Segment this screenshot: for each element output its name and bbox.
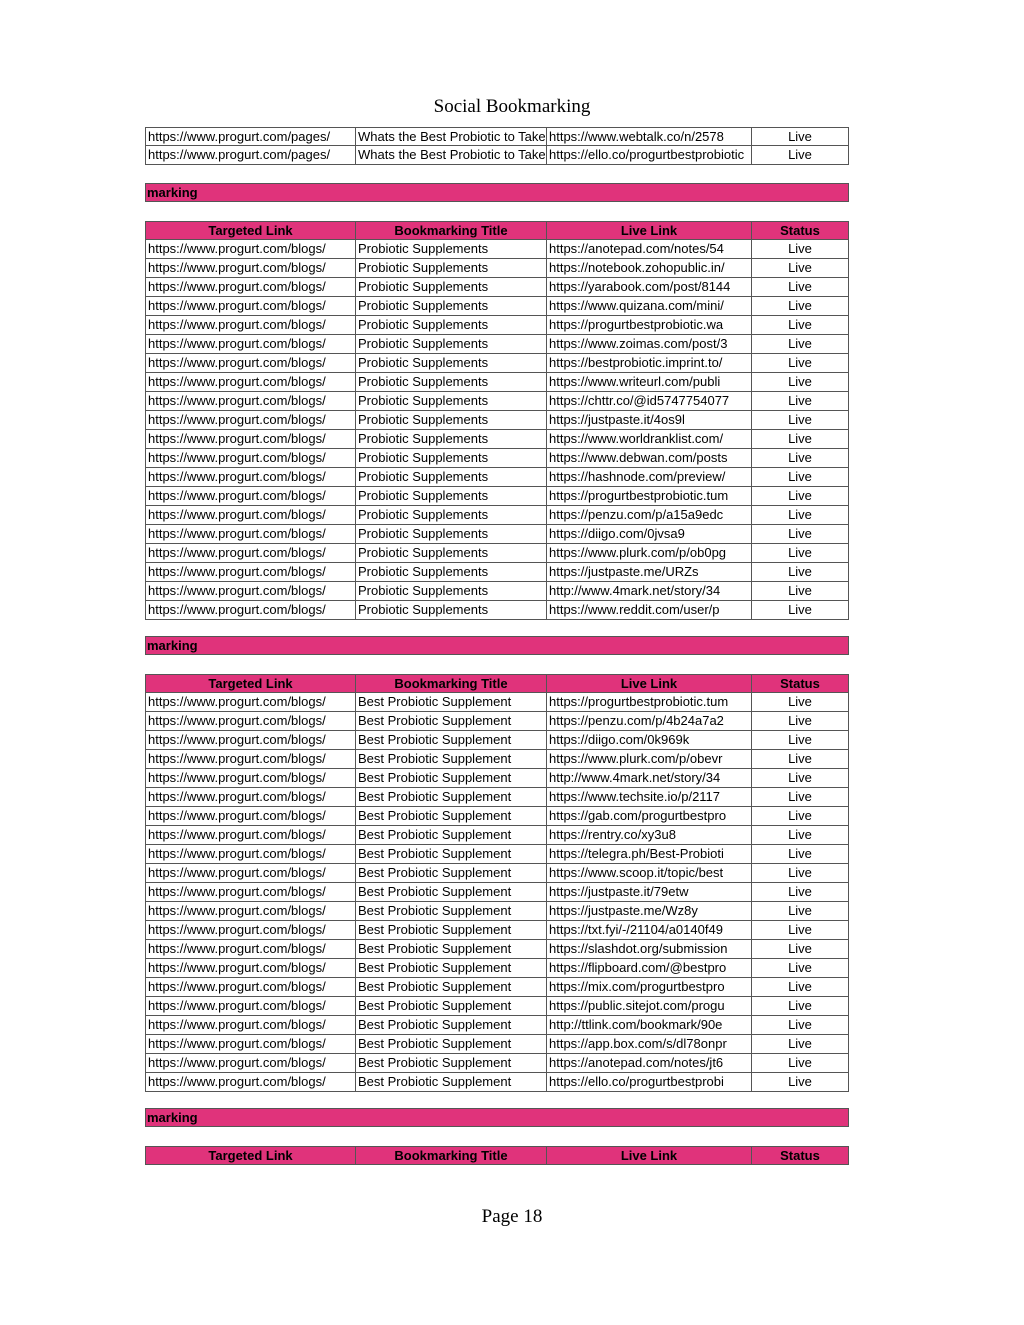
cell-live-link: https://www.scoop.it/topic/best	[547, 864, 752, 883]
cell-status: Live	[752, 544, 849, 563]
table-row	[145, 1073, 849, 1092]
cell-bookmarking-title: Best Probiotic Supplement	[356, 845, 547, 864]
cell-targeted-link: https://www.progurt.com/blogs/	[145, 807, 356, 826]
cell-status: Live	[752, 1035, 849, 1054]
table-row	[145, 544, 849, 563]
table-row	[145, 769, 849, 788]
cell-targeted-link: https://www.progurt.com/blogs/	[145, 693, 356, 712]
table-header-row	[145, 221, 849, 240]
cell-bookmarking-title: Probiotic Supplements	[356, 354, 547, 373]
cell-bookmarking-title: Probiotic Supplements	[356, 544, 547, 563]
cell-targeted-link: https://www.progurt.com/blogs/	[145, 373, 356, 392]
cell-live-link: https://rentry.co/xy3u8	[547, 826, 752, 845]
column-header-status: Status	[752, 221, 849, 240]
table-row	[145, 902, 849, 921]
table-row	[145, 430, 849, 449]
column-header-live-link: Live Link	[547, 1146, 752, 1165]
table-row	[145, 373, 849, 392]
cell-bookmarking-title: Best Probiotic Supplement	[356, 750, 547, 769]
cell-targeted-link: https://www.progurt.com/blogs/	[145, 978, 356, 997]
cell-live-link: https://www.reddit.com/user/p	[547, 601, 752, 620]
cell-status: Live	[752, 940, 849, 959]
cell-status: Live	[752, 525, 849, 544]
cell-targeted-link: https://www.progurt.com/blogs/	[145, 921, 356, 940]
cell-bookmarking-title: Best Probiotic Supplement	[356, 712, 547, 731]
cell-status: Live	[752, 487, 849, 506]
cell-live-link: https://progurtbestprobiotic.tum	[547, 487, 752, 506]
column-header-targeted-link: Targeted Link	[145, 1146, 356, 1165]
cell-live-link: https://progurtbestprobiotic.tum	[547, 693, 752, 712]
cell-targeted-link: https://www.progurt.com/blogs/	[145, 487, 356, 506]
cell-targeted-link: https://www.progurt.com/blogs/	[145, 316, 356, 335]
cell-bookmarking-title: Probiotic Supplements	[356, 411, 547, 430]
cell-live-link: https://penzu.com/p/4b24a7a2	[547, 712, 752, 731]
cell-targeted-link: https://www.progurt.com/blogs/	[145, 525, 356, 544]
cell-live-link: https://www.plurk.com/p/obevr	[547, 750, 752, 769]
cell-live-link: http://ttlink.com/bookmark/90e	[547, 1016, 752, 1035]
table-row	[145, 278, 849, 297]
cell-targeted-link: https://www.progurt.com/blogs/	[145, 1054, 356, 1073]
table-row	[145, 354, 849, 373]
cell-bookmarking-title: Probiotic Supplements	[356, 449, 547, 468]
table-row	[145, 259, 849, 278]
cell-targeted-link: https://www.progurt.com/blogs/	[145, 506, 356, 525]
cell-status: Live	[752, 240, 849, 259]
cell-bookmarking-title: Probiotic Supplements	[356, 259, 547, 278]
cell-bookmarking-title: Best Probiotic Supplement	[356, 1073, 547, 1092]
cell-live-link: https://telegra.ph/Best-Probioti	[547, 845, 752, 864]
cell-live-link: https://slashdot.org/submission	[547, 940, 752, 959]
cell-live-link: https://diigo.com/0jvsa9	[547, 525, 752, 544]
cell-bookmarking-title: Probiotic Supplements	[356, 373, 547, 392]
cell-status: Live	[752, 997, 849, 1016]
table-row	[145, 940, 849, 959]
cell-bookmarking-title: Probiotic Supplements	[356, 316, 547, 335]
cell-status: Live	[752, 1054, 849, 1073]
cell-live-link: https://notebook.zohopublic.in/	[547, 259, 752, 278]
table-row	[145, 978, 849, 997]
table-row	[145, 693, 849, 712]
cell-live-link: https://progurtbestprobiotic.wa	[547, 316, 752, 335]
cell-live-link: https://gab.com/progurtbestpro	[547, 807, 752, 826]
table-row	[145, 1054, 849, 1073]
cell-targeted-link: https://www.progurt.com/blogs/	[145, 582, 356, 601]
cell-targeted-link: https://www.progurt.com/blogs/	[145, 826, 356, 845]
cell-targeted-link: https://www.progurt.com/blogs/	[145, 1016, 356, 1035]
cell-live-link: https://mix.com/progurtbestpro	[547, 978, 752, 997]
cell-status: Live	[752, 411, 849, 430]
cell-targeted-link: https://www.progurt.com/blogs/	[145, 449, 356, 468]
table-row	[145, 959, 849, 978]
cell-status: Live	[752, 750, 849, 769]
cell-bookmarking-title: Probiotic Supplements	[356, 601, 547, 620]
table-header-row	[145, 674, 849, 693]
cell-status: Live	[752, 430, 849, 449]
cell-live-link: https://justpaste.me/URZs	[547, 563, 752, 582]
cell-status: Live	[752, 883, 849, 902]
cell-targeted-link: https://www.progurt.com/blogs/	[145, 1073, 356, 1092]
cell-targeted-link: https://www.progurt.com/blogs/	[145, 883, 356, 902]
cell-status: Live	[752, 1016, 849, 1035]
table-row	[145, 750, 849, 769]
cell-targeted-link: https://www.progurt.com/blogs/	[145, 430, 356, 449]
cell-bookmarking-title: Best Probiotic Supplement	[356, 807, 547, 826]
cell-bookmarking-title: Probiotic Supplements	[356, 563, 547, 582]
table-row	[145, 468, 849, 487]
cell-bookmarking-title: Best Probiotic Supplement	[356, 864, 547, 883]
cell-bookmarking-title: Best Probiotic Supplement	[356, 1016, 547, 1035]
cell-live-link: https://app.box.com/s/dl78onpr	[547, 1035, 752, 1054]
cell-status: Live	[752, 582, 849, 601]
cell-bookmarking-title: Probiotic Supplements	[356, 506, 547, 525]
table-row	[145, 845, 849, 864]
table-row	[145, 731, 849, 750]
cell-bookmarking-title: Probiotic Supplements	[356, 278, 547, 297]
cell-targeted-link: https://www.progurt.com/blogs/	[145, 601, 356, 620]
cell-live-link: https://hashnode.com/preview/	[547, 468, 752, 487]
cell-targeted-link: https://www.progurt.com/blogs/	[145, 769, 356, 788]
cell-bookmarking-title: Best Probiotic Supplement	[356, 1035, 547, 1054]
cell-status: Live	[752, 731, 849, 750]
cell-status: Live	[752, 902, 849, 921]
cell-live-link: https://yarabook.com/post/8144	[547, 278, 752, 297]
cell-live-link: https://www.quizana.com/mini/	[547, 297, 752, 316]
cell-targeted-link: https://www.progurt.com/blogs/	[145, 788, 356, 807]
cell-live-link: http://www.4mark.net/story/34	[547, 582, 752, 601]
cell-status: Live	[752, 506, 849, 525]
cell-live-link: https://www.zoimas.com/post/3	[547, 335, 752, 354]
cell-live-link: https://anotepad.com/notes/jt6	[547, 1054, 752, 1073]
cell-live-link: https://www.writeurl.com/publi	[547, 373, 752, 392]
cell-live-link: https://penzu.com/p/a15a9edc	[547, 506, 752, 525]
table-row	[145, 392, 849, 411]
table-row	[145, 1016, 849, 1035]
cell-targeted-link: https://www.progurt.com/blogs/	[145, 750, 356, 769]
cell-live-link: https://justpaste.it/79etw	[547, 883, 752, 902]
column-header-targeted-link: Targeted Link	[145, 674, 356, 693]
cell-live-link: http://www.4mark.net/story/34	[547, 769, 752, 788]
cell-live-link: https://chttr.co/@id5747754077	[547, 392, 752, 411]
table-row	[145, 864, 849, 883]
cell-targeted-link: https://www.progurt.com/blogs/	[145, 563, 356, 582]
cell-status: Live	[752, 978, 849, 997]
cell-targeted-link: https://www.progurt.com/blogs/	[145, 902, 356, 921]
table-row	[145, 411, 849, 430]
cell-bookmarking-title: Best Probiotic Supplement	[356, 997, 547, 1016]
cell-status: Live	[752, 449, 849, 468]
table-row	[145, 921, 849, 940]
cell-status: Live	[752, 468, 849, 487]
cell-targeted-link: https://www.progurt.com/blogs/	[145, 411, 356, 430]
table-row	[145, 826, 849, 845]
cell-targeted-link: https://www.progurt.com/blogs/	[145, 240, 356, 259]
table-row	[145, 582, 849, 601]
cell-bookmarking-title: Best Probiotic Supplement	[356, 978, 547, 997]
cell-targeted-link: https://www.progurt.com/pages/	[145, 127, 356, 146]
section-band: marking	[145, 1108, 849, 1127]
cell-targeted-link: https://www.progurt.com/blogs/	[145, 864, 356, 883]
cell-targeted-link: https://www.progurt.com/blogs/	[145, 845, 356, 864]
cell-status: Live	[752, 807, 849, 826]
cell-status: Live	[752, 826, 849, 845]
cell-targeted-link: https://www.progurt.com/blogs/	[145, 297, 356, 316]
cell-status: Live	[752, 959, 849, 978]
cell-targeted-link: https://www.progurt.com/blogs/	[145, 544, 356, 563]
cell-bookmarking-title: Best Probiotic Supplement	[356, 1054, 547, 1073]
cell-status: Live	[752, 127, 849, 146]
cell-bookmarking-title: Probiotic Supplements	[356, 335, 547, 354]
column-header-targeted-link: Targeted Link	[145, 221, 356, 240]
table-row	[145, 788, 849, 807]
cell-status: Live	[752, 769, 849, 788]
cell-bookmarking-title: Whats the Best Probiotic to Take	[358, 129, 546, 144]
cell-live-link: https://www.plurk.com/p/ob0pg	[547, 544, 752, 563]
column-header-live-link: Live Link	[547, 674, 752, 693]
cell-status: Live	[752, 392, 849, 411]
table-row	[145, 883, 849, 902]
bookmark-table	[145, 1146, 849, 1165]
cell-targeted-link: https://www.progurt.com/blogs/	[145, 259, 356, 278]
cell-live-link: https://ello.co/progurtbestprobi	[547, 1073, 752, 1092]
cell-bookmarking-title: Probiotic Supplements	[356, 525, 547, 544]
cell-live-link: https://diigo.com/0k969k	[547, 731, 752, 750]
cell-targeted-link: https://www.progurt.com/blogs/	[145, 959, 356, 978]
section-band: marking	[145, 636, 849, 655]
cell-live-link: https://www.techsite.io/p/2117	[547, 788, 752, 807]
cell-live-link: https://ello.co/progurtbestprobiotic	[547, 146, 752, 165]
table-row	[145, 807, 849, 826]
cell-status: Live	[752, 259, 849, 278]
cell-bookmarking-title: Probiotic Supplements	[356, 392, 547, 411]
table-row	[145, 712, 849, 731]
table-row	[145, 997, 849, 1016]
cell-status: Live	[752, 373, 849, 392]
cell-targeted-link: https://www.progurt.com/blogs/	[145, 278, 356, 297]
section-band: marking	[145, 183, 849, 202]
cell-targeted-link: https://www.progurt.com/blogs/	[145, 1035, 356, 1054]
cell-status: Live	[752, 354, 849, 373]
cell-bookmarking-title: Whats the Best Probiotic to Take	[356, 146, 547, 165]
column-header-bookmarking-title: Bookmarking Title	[356, 674, 547, 693]
cell-status: Live	[752, 316, 849, 335]
cell-bookmarking-title: Best Probiotic Supplement	[356, 902, 547, 921]
cell-targeted-link: https://www.progurt.com/blogs/	[145, 335, 356, 354]
cell-bookmarking-title: Probiotic Supplements	[356, 487, 547, 506]
cell-targeted-link: https://www.progurt.com/blogs/	[145, 354, 356, 373]
table-row	[145, 297, 849, 316]
cell-targeted-link: https://www.progurt.com/blogs/	[145, 731, 356, 750]
bookmark-table	[145, 674, 849, 1092]
cell-bookmarking-title: Best Probiotic Supplement	[356, 921, 547, 940]
cell-live-link: https://flipboard.com/@bestpro	[547, 959, 752, 978]
column-header-live-link: Live Link	[547, 221, 752, 240]
table-row	[145, 563, 849, 582]
cell-status: Live	[752, 845, 849, 864]
cell-status: Live	[752, 297, 849, 316]
column-header-bookmarking-title: Bookmarking Title	[356, 1146, 547, 1165]
cell-bookmarking-title: Best Probiotic Supplement	[356, 788, 547, 807]
cell-status: Live	[752, 864, 849, 883]
cell-bookmarking-title: Probiotic Supplements	[356, 582, 547, 601]
cell-status: Live	[752, 712, 849, 731]
cell-bookmarking-title: Best Probiotic Supplement	[356, 959, 547, 978]
table-row	[145, 487, 849, 506]
cell-live-link: https://public.sitejot.com/progu	[547, 997, 752, 1016]
cell-bookmarking-title: Best Probiotic Supplement	[356, 693, 547, 712]
cell-status: Live	[752, 146, 849, 165]
cell-bookmarking-title: Probiotic Supplements	[356, 430, 547, 449]
table-header-row	[145, 1146, 849, 1165]
cell-status: Live	[752, 921, 849, 940]
table-row	[145, 127, 849, 146]
cell-status: Live	[752, 788, 849, 807]
cell-targeted-link: https://www.progurt.com/blogs/	[145, 997, 356, 1016]
cell-live-link: https://justpaste.me/Wz8y	[547, 902, 752, 921]
cell-bookmarking-title: Probiotic Supplements	[356, 297, 547, 316]
cell-bookmarking-title: Probiotic Supplements	[356, 240, 547, 259]
cell-bookmarking-title: Best Probiotic Supplement	[356, 883, 547, 902]
cell-live-link: https://justpaste.it/4os9l	[547, 411, 752, 430]
bookmark-table	[145, 221, 849, 620]
page-header-title: Social Bookmarking	[433, 96, 591, 117]
cell-bookmarking-title: Best Probiotic Supplement	[356, 731, 547, 750]
cell-status: Live	[752, 1073, 849, 1092]
table-row	[145, 506, 849, 525]
cell-live-link: https://www.webtalk.co/n/2578	[547, 127, 752, 146]
cell-status: Live	[752, 278, 849, 297]
bookmark-table	[145, 127, 849, 165]
cell-live-link: https://txt.fyi/-/21104/a0140f49	[547, 921, 752, 940]
table-row	[145, 335, 849, 354]
cell-targeted-link: https://www.progurt.com/pages/	[145, 146, 356, 165]
cell-live-link: https://www.debwan.com/posts	[547, 449, 752, 468]
cell-targeted-link: https://www.progurt.com/blogs/	[145, 712, 356, 731]
cell-bookmarking-title: Best Probiotic Supplement	[356, 769, 547, 788]
cell-status: Live	[752, 335, 849, 354]
cell-status: Live	[752, 563, 849, 582]
cell-status: Live	[752, 601, 849, 620]
cell-targeted-link: https://www.progurt.com/blogs/	[145, 392, 356, 411]
table-row	[145, 601, 849, 620]
cell-targeted-link: https://www.progurt.com/blogs/	[145, 940, 356, 959]
cell-live-link: https://bestprobiotic.imprint.to/	[547, 354, 752, 373]
table-row	[145, 240, 849, 259]
column-header-bookmarking-title: Bookmarking Title	[356, 221, 547, 240]
cell-live-link: https://www.worldranklist.com/	[547, 430, 752, 449]
cell-status: Live	[752, 693, 849, 712]
cell-bookmarking-title: Best Probiotic Supplement	[356, 826, 547, 845]
cell-live-link: https://anotepad.com/notes/54	[547, 240, 752, 259]
table-row	[145, 1035, 849, 1054]
table-row	[145, 449, 849, 468]
cell-targeted-link: https://www.progurt.com/blogs/	[145, 468, 356, 487]
table-row	[145, 525, 849, 544]
column-header-status: Status	[752, 674, 849, 693]
column-header-status: Status	[752, 1146, 849, 1165]
cell-bookmarking-title: Best Probiotic Supplement	[356, 940, 547, 959]
table-row	[145, 146, 849, 165]
table-row	[145, 316, 849, 335]
cell-bookmarking-title: Probiotic Supplements	[356, 468, 547, 487]
page-number: Page 18	[481, 1206, 543, 1227]
